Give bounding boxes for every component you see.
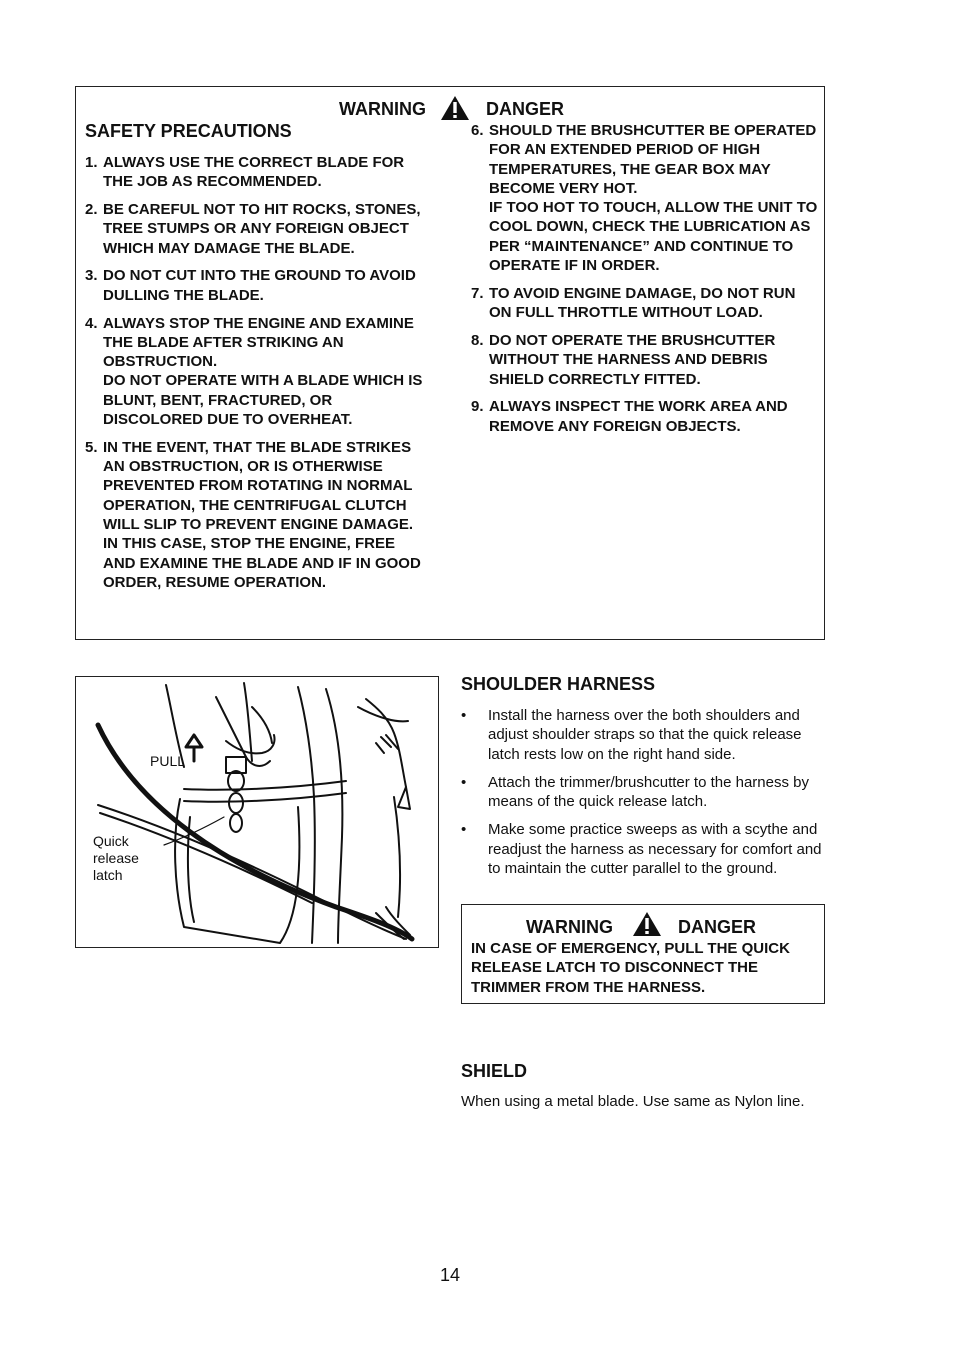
- harness-title: SHOULDER HARNESS: [461, 674, 656, 694]
- shield-text: When using a metal blade. Use same as Nylon line.: [461, 1093, 805, 1110]
- list-item: 4. ALWAYS STOP THE ENGINE AND EXAMINE THE BLADE AFTER STRIKING AN OBSTRUCTION. DO NOT OPERATE WITH A BLADE WHICH IS BLUNT, BENT, FRACTURED, OR DISCOLORED DUE TO OVERHEAT.: [85, 314, 423, 429]
- list-item: 1. ALWAYS USE THE CORRECT BLADE FOR THE JOB AS RECOMMENDED.: [85, 154, 405, 191]
- safety-list-left: [85, 153, 430, 601]
- emergency-text: IN CASE OF EMERGENCY, PULL THE QUICK RELEASE LATCH TO DISCONNECT THE TRIMMER FROM THE HARNESS.: [471, 940, 790, 996]
- safety-precautions-box: [75, 86, 825, 640]
- warning-triangle-icon: [440, 95, 470, 121]
- warning-header: [76, 99, 824, 123]
- harness-figure: [75, 676, 439, 948]
- list-item: • Install the harness over the both shoulders and adjust shoulder straps so that the quick release latch rests low on the right hand side.: [461, 707, 802, 763]
- list-item: 2. BE CAREFUL NOT TO HIT ROCKS, STONES, TREE STUMPS OR ANY FOREIGN OBJECT WHICH MAY DAMAGE THE BLADE.: [85, 201, 421, 257]
- latch-label: Quick release latch: [93, 833, 139, 883]
- warning-label: WARNING: [526, 917, 613, 937]
- warning-label: WARNING: [339, 99, 426, 119]
- list-item: 9. ALWAYS INSPECT THE WORK AREA AND REMOVE ANY FOREIGN OBJECTS.: [471, 398, 788, 435]
- warning-triangle-icon: [632, 911, 662, 937]
- safety-list-right: [471, 121, 821, 444]
- list-item: 5. IN THE EVENT, THAT THE BLADE STRIKES AN OBSTRUCTION, OR IS OTHERWISE PREVENTED FROM ROTATING IN NORMAL OPERATION, THE CENTRIFUGAL CLUTCH WILL SLIP TO PREVENT ENGINE DAMAGE. IN THIS CASE, STOP THE ENGINE, FREE AND EXAMINE THE BLADE AND IF IN GOOD ORDER, RESUME OPERATION.: [85, 438, 421, 591]
- list-item: • Attach the trimmer/brushcutter to the harness by means of the quick release latch.: [461, 773, 809, 811]
- list-item: • Make some practice sweeps as with a scythe and readjust the harness as necessary for comfort and to maintain the cutter parallel to the ground.: [461, 821, 822, 878]
- emergency-warning-box: [461, 904, 825, 1004]
- list-item: 3. DO NOT CUT INTO THE GROUND TO AVOID DULLING THE BLADE.: [85, 267, 416, 304]
- shield-title: SHIELD: [461, 1061, 528, 1081]
- safety-title: SAFETY PRECAUTIONS: [85, 121, 292, 141]
- harness-list: [461, 706, 831, 887]
- list-item: 7. TO AVOID ENGINE DAMAGE, DO NOT RUN ON FULL THROTTLE WITHOUT LOAD.: [471, 284, 796, 322]
- page-number: 14: [439, 1265, 461, 1285]
- list-item: 6. SHOULD THE BRUSHCUTTER BE OPERATED FOR AN EXTENDED PERIOD OF HIGH TEMPERATURES, THE GEAR BOX MAY BECOME VERY HOT. IF TOO HOT TO TOUCH, ALLOW THE UNIT TO COOL DOWN, CHECK THE LUBRICATION AS PER “MAINTENANCE” AND CONTINUE TO OPERATE IF IN ORDER.: [471, 122, 818, 275]
- danger-label: DANGER: [678, 917, 757, 937]
- harness-illustration: [76, 677, 438, 947]
- list-item: 8. DO NOT OPERATE THE BRUSHCUTTER WITHOUT THE HARNESS AND DEBRIS SHIELD CORRECTLY FITTED.: [471, 331, 776, 388]
- danger-label: DANGER: [486, 99, 565, 119]
- pull-label: PULL: [150, 753, 186, 769]
